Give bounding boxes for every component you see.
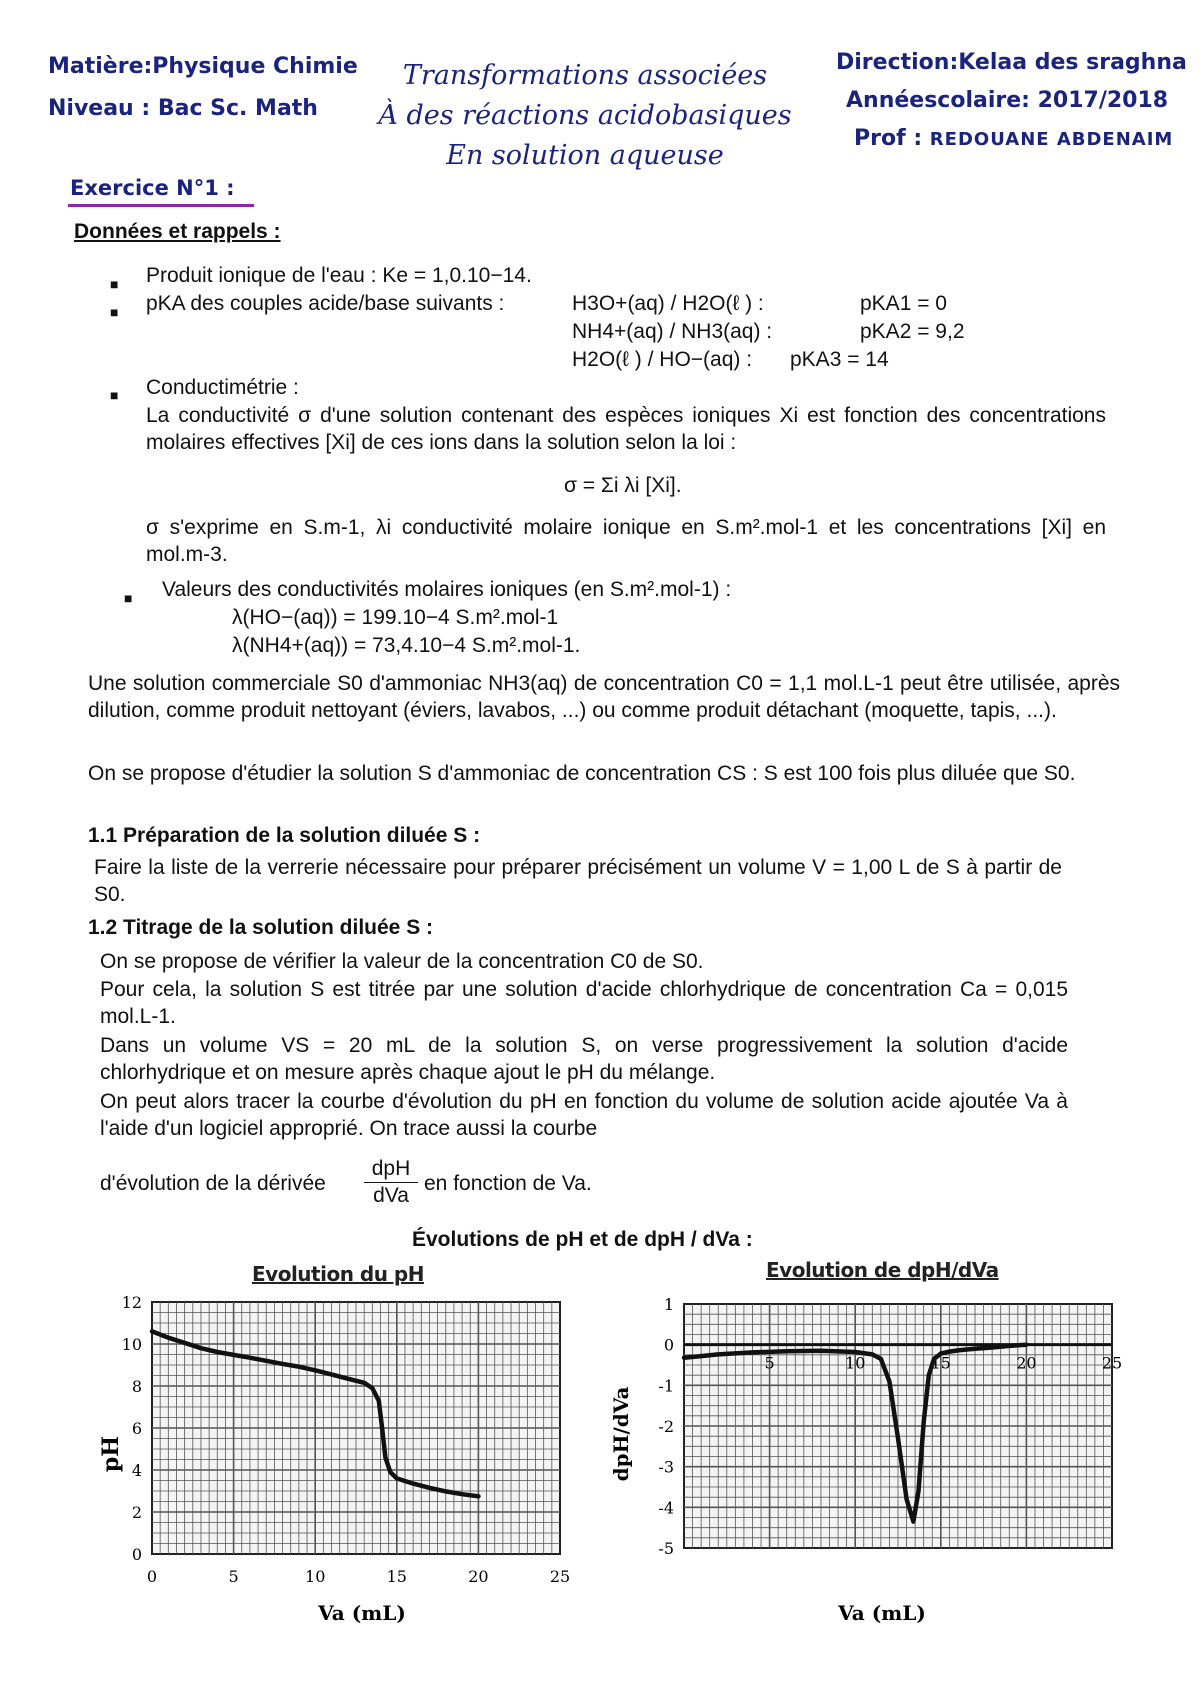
chart2-title: Evolution de dpH/dVa (766, 1258, 999, 1282)
q11-text: Faire la liste de la verrerie nécessaire pour préparer précisément un volume V = 1,00 L de S à partir de S0. (94, 856, 1062, 906)
derivative-fraction (364, 1156, 418, 1209)
q12-title: 1.2 Titrage de la solution diluée S : (88, 916, 434, 939)
lambda-nh4: λ(NH4+(aq)) = 73,4.10−4 S.m².mol-1. (232, 634, 581, 657)
chart1-yticks (122, 1293, 142, 1564)
prof-label: Prof : (854, 126, 923, 151)
c1-ytick-label: 0 (131, 1545, 142, 1564)
c2-ytick-label: -2 (658, 1417, 674, 1436)
c2-xtick-label: 20 (1016, 1353, 1037, 1373)
couple-1: H3O+(aq) / H2O(ℓ ) : (572, 292, 764, 315)
conducti-formula: σ = Σi λi [Xi]. (564, 474, 682, 497)
q12-p5-post: en fonction de Va. (424, 1172, 592, 1195)
chart1-grid (152, 1302, 560, 1554)
c1-ytick-label: 10 (121, 1335, 142, 1354)
c2-ytick-label: -5 (658, 1539, 674, 1558)
chart1-title: Evolution du pH (252, 1262, 424, 1286)
prof-name: REDOUANE ABDENAIM (929, 129, 1174, 150)
c1-xtick-label: 5 (228, 1567, 239, 1586)
exercise-title: Exercice N°1 : (70, 176, 235, 200)
c2-xtick-label: 5 (764, 1353, 775, 1373)
header-right (836, 44, 1187, 159)
document-title (330, 56, 840, 176)
header-left (48, 46, 358, 130)
lambda-title: Valeurs des conductivités molaires ioniques (en S.m².mol-1) : (162, 578, 732, 601)
q11-title: 1.1 Préparation de la solution diluée S : (88, 824, 481, 847)
title-line-1: Transformations associées (402, 60, 768, 91)
chart2-xlabel: Va (mL) (838, 1601, 926, 1625)
matiere-label: Matière:Physique Chimie (48, 54, 358, 79)
c2-ytick-label: 0 (663, 1335, 674, 1355)
c2-xtick-label: 10 (845, 1353, 866, 1373)
chart2-ylabel: dpH/dVa (609, 1386, 633, 1482)
annee-label: Annéescolaire: 2017/2018 (846, 88, 1169, 113)
c1-xtick-label: 25 (549, 1567, 571, 1586)
paragraph-1: Une solution commerciale S0 d'ammoniac NH3(aq) de concentration C0 = 1,1 mol.L-1 peut être utilisée, après dilution, comme produit nettoyant (éviers, lavabos, ...) ou comme produit détachant (moquette, tapis, ...). (88, 672, 1120, 722)
exercise-title-underline (68, 204, 254, 207)
chart1-ph (96, 1290, 576, 1630)
bullet-icon: ■ (110, 276, 119, 292)
c1-xtick-label: 10 (305, 1567, 326, 1586)
q12-p5-pre: d'évolution de la dérivée (100, 1172, 326, 1195)
chart1-ylabel: pH (98, 1435, 124, 1473)
title-line-3: En solution aqueuse (446, 140, 724, 171)
direction-label: Direction:Kelaa des sraghna (836, 50, 1187, 75)
fraction-numerator: dpH (364, 1156, 418, 1183)
pka-3: pKA3 = 14 (790, 348, 889, 371)
c1-xtick-label: 0 (146, 1567, 158, 1586)
c1-xtick-label: 15 (386, 1567, 407, 1586)
c2-ytick-label: -3 (658, 1457, 674, 1477)
prof-line (836, 120, 1187, 159)
couple-3: H2O(ℓ ) / HO−(aq) : (572, 348, 753, 371)
c2-xtick-label: 25 (1101, 1353, 1123, 1373)
c1-ytick-label: 6 (131, 1419, 142, 1438)
c1-ytick-label: 8 (131, 1377, 142, 1396)
pka-intro: pKA des couples acide/base suivants : (146, 292, 505, 315)
conducti-text: La conductivité σ d'une solution contenant des espèces ioniques Xi est fonction des concentrations molaires effectives [Xi] de ces ions dans la solution selon la loi : (146, 404, 1106, 454)
fraction-denominator: dVa (373, 1184, 409, 1207)
rappels-title: Données et rappels : (74, 220, 281, 243)
c2-ytick-label: 1 (663, 1295, 674, 1314)
chart1-xticks (147, 1567, 570, 1586)
c2-ytick-label: -1 (658, 1376, 674, 1396)
title-line-2: À des réactions acidobasiques (378, 100, 792, 131)
niveau-label: Niveau : Bac Sc. Math (48, 96, 318, 121)
paragraph-2: On se propose d'étudier la solution S d'ammoniac de concentration CS : S est 100 fois plus diluée que S0. (88, 762, 1076, 785)
q12-p4: On peut alors tracer la courbe d'évolution du pH en fonction du volume de solution acide ajoutée Va à l'aide d'un logiciel approprié. On trace aussi la courbe (100, 1090, 1068, 1140)
c2-xtick-label: 15 (930, 1353, 951, 1373)
bullet-icon: ■ (124, 590, 133, 606)
q12-p2: Pour cela, la solution S est titrée par une solution d'acide chlorhydrique de concentration Ca = 0,015 mol.L-1. (100, 978, 1068, 1028)
q12-p3: Dans un volume VS = 20 mL de la solution S, on verse progressivement la solution d'acide chlorhydrique et on mesure après chaque ajout le pH du mélange. (100, 1034, 1068, 1084)
bullet-icon: ■ (110, 304, 119, 320)
chart2-yticks (658, 1295, 674, 1558)
c1-ytick-label: 12 (121, 1293, 142, 1312)
c1-ytick-label: 2 (131, 1503, 142, 1522)
bullet-icon: ■ (110, 387, 119, 403)
conducti-title: Conductimétrie : (146, 376, 299, 399)
q12-p1: On se propose de vérifier la valeur de la concentration C0 de S0. (100, 950, 704, 973)
couple-2: NH4+(aq) / NH3(aq) : (572, 320, 773, 343)
c1-ytick-label: 4 (131, 1461, 142, 1480)
figures-title: Évolutions de pH et de dpH / dVa : (412, 1228, 753, 1251)
units-text: σ s'exprime en S.m-1, λi conductivité molaire ionique en S.m².mol-1 et les concentrations [Xi] en mol.m-3. (146, 516, 1106, 566)
c1-xtick-label: 20 (468, 1567, 489, 1586)
ke-text: Produit ionique de l'eau : Ke = 1,0.10−14. (146, 264, 532, 287)
pka-2: pKA2 = 9,2 (860, 320, 965, 343)
chart1-xlabel: Va (mL) (318, 1601, 406, 1625)
pka-1: pKA1 = 0 (860, 292, 947, 315)
lambda-ho: λ(HO−(aq)) = 199.10−4 S.m².mol-1 (232, 606, 559, 629)
c2-ytick-label: -4 (658, 1498, 674, 1518)
chart2-dphdva (609, 1290, 1132, 1630)
